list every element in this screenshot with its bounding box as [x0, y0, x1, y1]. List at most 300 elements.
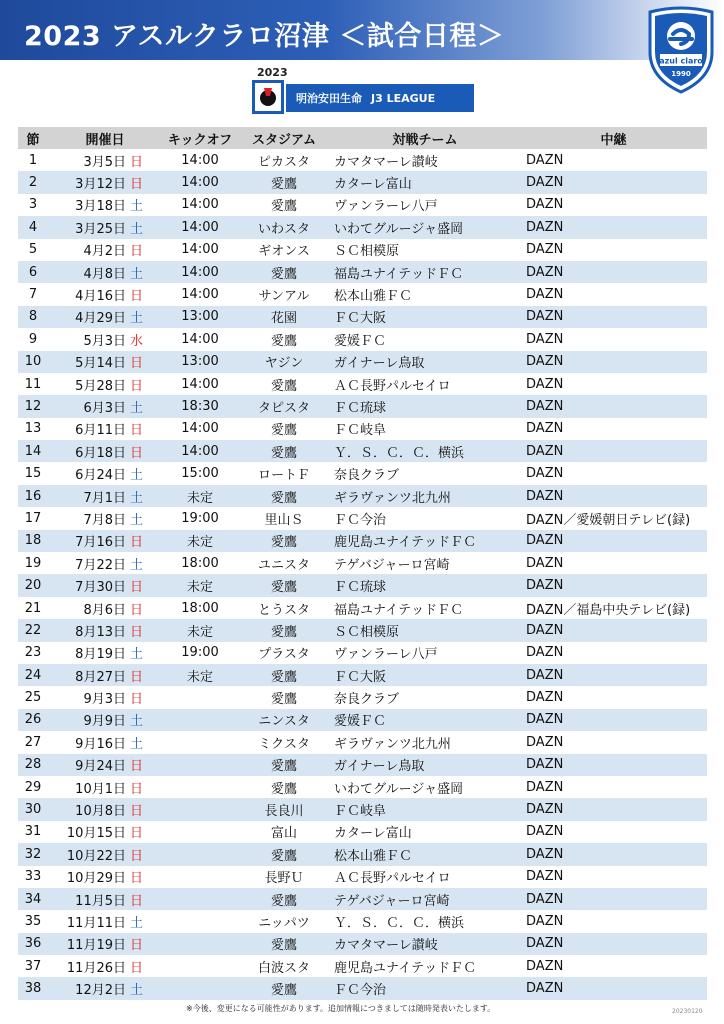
- match-section: 8: [18, 306, 48, 328]
- match-opponent: ギラヴァンツ北九州: [330, 485, 520, 507]
- match-date: 3月18日: [75, 199, 126, 215]
- match-opponent: ＦＣ大阪: [330, 306, 520, 328]
- match-broadcast: DAZN: [520, 843, 707, 865]
- match-weekday: 日: [130, 530, 162, 552]
- match-weekday: 土: [130, 557, 144, 573]
- match-date: 4月16日: [75, 289, 126, 305]
- match-kickoff: 14:00: [162, 171, 238, 193]
- match-section: 36: [18, 933, 48, 955]
- match-kickoff: [162, 977, 238, 999]
- match-section: 32: [18, 843, 48, 865]
- match-venue: ユニスタ: [258, 557, 311, 573]
- match-date: 7月30日: [48, 574, 130, 596]
- match-venue: タピスタ: [238, 395, 330, 417]
- match-section: 21: [24, 600, 42, 616]
- table-row: [18, 194, 707, 216]
- match-broadcast: DAZN: [526, 824, 564, 840]
- match-weekday: 日: [130, 664, 162, 686]
- match-kickoff: [162, 754, 238, 776]
- match-section: 15: [24, 466, 42, 482]
- table-row: [18, 821, 707, 843]
- match-weekday: 日: [130, 960, 144, 976]
- match-section: 19: [24, 555, 42, 571]
- match-broadcast: DAZN: [520, 709, 707, 731]
- match-section: 18: [18, 530, 48, 552]
- match-broadcast: DAZN／福島中央テレビ(録): [526, 602, 691, 618]
- match-venue: 愛鷹: [238, 843, 330, 865]
- match-date: 4月2日: [83, 244, 126, 260]
- match-venue: ミクスタ: [258, 736, 310, 752]
- match-weekday: 日: [130, 154, 144, 170]
- match-broadcast: DAZN: [520, 574, 707, 596]
- match-weekday: 日: [130, 440, 162, 462]
- match-kickoff: 14:00: [181, 421, 219, 437]
- club-emblem-icon: [646, 6, 716, 94]
- table-header-row: [18, 127, 707, 149]
- table-row: [18, 261, 707, 283]
- match-opponent: テゲバジャーロ宮崎: [330, 888, 520, 910]
- match-weekday: 日: [130, 602, 144, 618]
- match-section: 24: [18, 664, 48, 686]
- match-date: 7月22日: [75, 557, 126, 573]
- match-weekday: 日: [130, 843, 162, 865]
- match-venue: 愛鷹: [271, 692, 298, 708]
- table-row: [18, 306, 707, 328]
- match-opponent: ＦＣ岐阜: [334, 423, 387, 439]
- table-row: [18, 597, 707, 619]
- match-opponent: 奈良クラブ: [334, 468, 400, 484]
- match-kickoff: 19:00: [181, 645, 219, 661]
- match-date: 11月26日: [66, 960, 126, 976]
- match-broadcast: DAZN: [526, 645, 564, 661]
- match-weekday: 土: [130, 485, 162, 507]
- match-date: 8月6日: [83, 602, 126, 618]
- match-broadcast: DAZN／愛媛朝日テレビ(録): [526, 512, 691, 528]
- table-row: [18, 283, 707, 305]
- table-row: [18, 664, 707, 686]
- match-broadcast: DAZN: [520, 485, 707, 507]
- match-broadcast: DAZN: [520, 619, 707, 641]
- jleague-mark-icon: [252, 80, 284, 114]
- match-venue: ピカスタ: [258, 154, 311, 170]
- match-venue: 富山: [271, 826, 298, 842]
- match-broadcast: DAZN: [520, 798, 707, 820]
- match-broadcast: DAZN: [526, 421, 564, 437]
- table-row: [18, 798, 707, 820]
- match-kickoff: 14:00: [181, 197, 219, 213]
- match-opponent: いわてグルージャ盛岡: [334, 781, 464, 797]
- match-date: 3月5日: [83, 154, 126, 170]
- match-opponent: ガイナーレ鳥取: [330, 754, 520, 776]
- match-broadcast: DAZN: [520, 888, 707, 910]
- table-row: [18, 977, 707, 999]
- match-kickoff: [162, 731, 238, 753]
- match-opponent: ＦＣ琉球: [330, 395, 520, 417]
- match-date: 9月24日: [48, 754, 130, 776]
- table-row: [18, 328, 707, 350]
- match-opponent: 鹿児島ユナイテッドＦＣ: [334, 960, 477, 976]
- match-section: 30: [18, 798, 48, 820]
- match-opponent: 愛媛ＦＣ: [334, 333, 387, 349]
- match-broadcast: DAZN: [526, 690, 564, 706]
- match-weekday: 日: [130, 574, 162, 596]
- match-weekday: 日: [130, 933, 162, 955]
- match-section: 23: [24, 645, 42, 661]
- match-venue: 花園: [238, 306, 330, 328]
- match-opponent: 鹿児島ユナイテッドＦＣ: [330, 530, 520, 552]
- match-weekday: 土: [130, 306, 162, 328]
- header-opponent: 対戦チーム: [330, 127, 520, 149]
- match-date: 11月5日: [48, 888, 130, 910]
- match-broadcast: DAZN: [520, 306, 707, 328]
- match-opponent: ＦＣ今治: [330, 977, 520, 999]
- table-row: [18, 888, 707, 910]
- page-title: 2023 アスルクラロ沼津 ＜試合日程＞: [24, 21, 505, 52]
- match-venue: 愛鷹: [271, 199, 298, 215]
- match-date: 8月13日: [48, 619, 130, 641]
- match-broadcast: DAZN: [520, 664, 707, 686]
- footnote: ※今後、変更になる可能性があります。追加情報につきましては随時発表いたします。: [186, 1004, 496, 1013]
- match-broadcast: DAZN: [526, 734, 564, 750]
- match-date: 6月11日: [75, 423, 126, 439]
- match-weekday: 日: [130, 289, 144, 305]
- table-row: [18, 373, 707, 395]
- match-venue: 愛鷹: [238, 977, 330, 999]
- match-date: 5月14日: [48, 351, 130, 373]
- match-broadcast: DAZN: [520, 395, 707, 417]
- match-kickoff: 14:00: [162, 261, 238, 283]
- match-date: 6月24日: [75, 468, 126, 484]
- match-section: 1: [28, 152, 38, 168]
- match-weekday: 日: [130, 378, 144, 394]
- match-broadcast: DAZN: [526, 555, 564, 571]
- match-venue: 愛鷹: [238, 530, 330, 552]
- table-row: [18, 955, 707, 977]
- match-venue: とうスタ: [258, 602, 311, 618]
- match-section: 27: [24, 734, 42, 750]
- match-weekday: 土: [130, 647, 144, 663]
- table-row: [18, 776, 707, 798]
- match-section: 16: [18, 485, 48, 507]
- match-kickoff: 14:00: [181, 331, 219, 347]
- match-kickoff: 未定: [162, 664, 238, 686]
- match-weekday: 土: [130, 216, 162, 238]
- match-broadcast: DAZN: [526, 197, 564, 213]
- match-venue: 白波スタ: [258, 960, 311, 976]
- match-broadcast: DAZN: [526, 242, 564, 258]
- schedule-table: [18, 127, 707, 1000]
- match-section: 10: [18, 351, 48, 373]
- match-opponent: ＡＣ長野パルセイロ: [334, 871, 451, 887]
- table-row: [18, 866, 707, 888]
- match-date: 9月16日: [75, 736, 126, 752]
- match-broadcast: DAZN: [520, 977, 707, 999]
- schedule-body: [18, 149, 707, 1000]
- table-row: [18, 552, 707, 574]
- match-venue: 愛鷹: [238, 440, 330, 462]
- match-weekday: 日: [130, 423, 144, 439]
- match-venue: 愛鷹: [238, 933, 330, 955]
- match-section: 2: [18, 171, 48, 193]
- match-broadcast: DAZN: [526, 913, 564, 929]
- match-date: 6月18日: [48, 440, 130, 462]
- match-opponent: ＦＣ岐阜: [330, 798, 520, 820]
- header-venue: スタジアム: [238, 127, 330, 149]
- match-weekday: 日: [130, 781, 144, 797]
- match-opponent: ＳＣ相模原: [334, 244, 400, 260]
- table-row: [18, 351, 707, 373]
- match-venue: 里山Ｓ: [264, 512, 304, 528]
- match-kickoff: 14:00: [181, 376, 219, 392]
- match-venue: 長良川: [238, 798, 330, 820]
- match-kickoff: 13:00: [162, 306, 238, 328]
- match-section: 9: [28, 331, 38, 347]
- match-section: 34: [18, 888, 48, 910]
- match-kickoff: 13:00: [162, 351, 238, 373]
- match-kickoff: 14:00: [162, 216, 238, 238]
- match-venue: 長野Ｕ: [264, 871, 304, 887]
- table-row: [18, 910, 707, 932]
- match-section: 3: [28, 197, 38, 213]
- match-weekday: 日: [130, 798, 162, 820]
- match-kickoff: 19:00: [181, 510, 219, 526]
- match-date: 4月29日: [48, 306, 130, 328]
- match-opponent: ＦＣ今治: [334, 512, 387, 528]
- table-row: [18, 507, 707, 529]
- match-section: 5: [28, 242, 38, 258]
- match-date: 5月3日: [83, 333, 126, 349]
- table-row: [18, 395, 707, 417]
- match-venue: ギオンス: [258, 244, 310, 260]
- match-date: 10月8日: [48, 798, 130, 820]
- match-venue: ニンスタ: [238, 709, 330, 731]
- match-opponent: 愛媛ＦＣ: [330, 709, 520, 731]
- version-code: 20230120: [672, 1008, 703, 1015]
- match-broadcast: DAZN: [520, 933, 707, 955]
- match-weekday: 日: [130, 619, 162, 641]
- match-date: 3月25日: [48, 216, 130, 238]
- match-section: 31: [24, 824, 42, 840]
- match-section: 11: [24, 376, 42, 392]
- header-date: 開催日: [48, 127, 162, 149]
- match-opponent: ＳＣ相模原: [330, 619, 520, 641]
- match-kickoff: [162, 843, 238, 865]
- match-weekday: 土: [130, 915, 144, 931]
- match-venue: サンアル: [258, 289, 310, 305]
- league-sponsor: 明治安田生命: [296, 92, 362, 105]
- match-kickoff: 未定: [162, 485, 238, 507]
- table-row: [18, 686, 707, 708]
- match-opponent: 奈良クラブ: [334, 692, 400, 708]
- match-opponent: ＦＣ琉球: [330, 574, 520, 596]
- match-broadcast: DAZN: [520, 754, 707, 776]
- match-date: 9月9日: [48, 709, 130, 731]
- match-broadcast: DAZN: [526, 287, 564, 303]
- match-kickoff: 14:00: [181, 242, 219, 258]
- match-date: 8月27日: [48, 664, 130, 686]
- match-venue: 愛鷹: [238, 485, 330, 507]
- match-date: 4月8日: [48, 261, 130, 283]
- match-kickoff: 14:00: [181, 152, 219, 168]
- league-year: 2023: [257, 66, 288, 79]
- match-section: 4: [18, 216, 48, 238]
- match-broadcast: DAZN: [526, 152, 564, 168]
- match-kickoff: [162, 910, 238, 932]
- match-weekday: 水: [130, 333, 144, 349]
- match-section: 25: [24, 690, 42, 706]
- match-kickoff: [162, 955, 238, 977]
- match-opponent: カマタマーレ讃岐: [334, 154, 438, 170]
- match-venue: ヤジン: [238, 351, 330, 373]
- match-kickoff: [162, 686, 238, 708]
- match-weekday: 日: [130, 754, 162, 776]
- match-section: 14: [18, 440, 48, 462]
- match-opponent: Ｙ．Ｓ．Ｃ．Ｃ．横浜: [330, 440, 520, 462]
- match-kickoff: 18:00: [181, 555, 219, 571]
- match-weekday: 土: [130, 395, 162, 417]
- match-section: 12: [18, 395, 48, 417]
- match-venue: 愛鷹: [238, 664, 330, 686]
- match-venue: 愛鷹: [238, 171, 330, 193]
- match-section: 6: [18, 261, 48, 283]
- match-date: 10月29日: [66, 871, 126, 887]
- match-date: 11月11日: [66, 915, 126, 931]
- club-emblem-text: azul claro: [659, 56, 703, 66]
- match-weekday: 日: [130, 351, 162, 373]
- match-opponent: 福島ユナイテッドＦＣ: [334, 602, 464, 618]
- match-date: 7月1日: [48, 485, 130, 507]
- table-row: [18, 216, 707, 238]
- match-opponent: カマタマーレ讃岐: [330, 933, 520, 955]
- header-sec: 節: [18, 127, 48, 149]
- match-broadcast: DAZN: [526, 466, 564, 482]
- table-row: [18, 485, 707, 507]
- match-broadcast: DAZN: [526, 779, 564, 795]
- match-broadcast: DAZN: [520, 440, 707, 462]
- match-section: 29: [24, 779, 42, 795]
- match-date: 6月3日: [48, 395, 130, 417]
- match-weekday: 土: [130, 709, 162, 731]
- match-kickoff: [162, 821, 238, 843]
- match-section: 26: [18, 709, 48, 731]
- match-opponent: テゲバジャーロ宮崎: [334, 557, 450, 573]
- match-kickoff: 未定: [162, 574, 238, 596]
- match-kickoff: 15:00: [181, 466, 219, 482]
- match-section: 37: [24, 958, 42, 974]
- table-row: [18, 530, 707, 552]
- match-venue: いわスタ: [238, 216, 330, 238]
- match-opponent: 松本山雅ＦＣ: [334, 289, 413, 305]
- match-date: 10月22日: [48, 843, 130, 865]
- match-opponent: 松本山雅ＦＣ: [330, 843, 520, 865]
- match-kickoff: 18:30: [162, 395, 238, 417]
- header-broadcast: 中継: [520, 127, 707, 149]
- match-opponent: ＡＣ長野パルセイロ: [334, 378, 451, 394]
- match-kickoff: [162, 798, 238, 820]
- table-row: [18, 418, 707, 440]
- match-weekday: 日: [130, 888, 162, 910]
- header-kickoff: キックオフ: [162, 127, 238, 149]
- match-weekday: 土: [130, 261, 162, 283]
- match-opponent: Ｙ．Ｓ．Ｃ．Ｃ．横浜: [334, 915, 465, 931]
- match-venue: 愛鷹: [271, 333, 298, 349]
- match-broadcast: DAZN: [526, 869, 564, 885]
- match-weekday: 日: [130, 692, 144, 708]
- match-broadcast: DAZN: [520, 530, 707, 552]
- match-section: 7: [28, 287, 38, 303]
- match-section: 28: [18, 754, 48, 776]
- match-weekday: 日: [130, 171, 162, 193]
- match-venue: ロートＦ: [258, 468, 311, 484]
- match-venue: 愛鷹: [238, 574, 330, 596]
- match-weekday: 土: [130, 468, 144, 484]
- match-section: 13: [24, 421, 42, 437]
- match-date: 7月16日: [48, 530, 130, 552]
- match-kickoff: 未定: [162, 619, 238, 641]
- match-opponent: カターレ富山: [330, 171, 520, 193]
- table-row: [18, 149, 707, 171]
- match-broadcast: DAZN: [526, 376, 564, 392]
- match-venue: ニッパツ: [258, 915, 310, 931]
- table-row: [18, 731, 707, 753]
- table-row: [18, 709, 707, 731]
- match-venue: 愛鷹: [271, 781, 298, 797]
- match-kickoff: [162, 933, 238, 955]
- league-name: J3 LEAGUE: [371, 91, 436, 105]
- match-section: 33: [24, 869, 42, 885]
- match-venue: 愛鷹: [238, 261, 330, 283]
- match-opponent: いわてグルージャ盛岡: [330, 216, 520, 238]
- match-weekday: 土: [130, 977, 162, 999]
- match-weekday: 土: [130, 512, 144, 528]
- match-date: 11月19日: [48, 933, 130, 955]
- table-row: [18, 239, 707, 261]
- match-venue: 愛鷹: [271, 423, 298, 439]
- match-section: 17: [24, 510, 42, 526]
- match-date: 10月15日: [66, 826, 126, 842]
- table-row: [18, 843, 707, 865]
- match-opponent: ガイナーレ鳥取: [330, 351, 520, 373]
- match-broadcast: DAZN: [526, 331, 564, 347]
- match-broadcast: DAZN: [526, 958, 564, 974]
- match-weekday: 土: [130, 736, 144, 752]
- table-row: [18, 440, 707, 462]
- match-kickoff: 14:00: [181, 287, 219, 303]
- match-kickoff: 18:00: [181, 600, 219, 616]
- match-weekday: 日: [130, 826, 144, 842]
- match-weekday: 日: [130, 244, 144, 260]
- match-venue: 愛鷹: [271, 378, 298, 394]
- match-kickoff: 14:00: [162, 440, 238, 462]
- match-section: 38: [18, 977, 48, 999]
- table-row: [18, 933, 707, 955]
- match-date: 3月12日: [48, 171, 130, 193]
- match-section: 35: [24, 913, 42, 929]
- match-opponent: ヴァンラーレ八戸: [334, 199, 438, 215]
- table-row: [18, 574, 707, 596]
- match-opponent: ＦＣ大阪: [330, 664, 520, 686]
- match-section: 20: [18, 574, 48, 596]
- match-venue: 愛鷹: [238, 619, 330, 641]
- table-row: [18, 171, 707, 193]
- match-kickoff: [162, 709, 238, 731]
- league-logo: [252, 66, 474, 114]
- match-broadcast: DAZN: [520, 261, 707, 283]
- match-date: 5月28日: [75, 378, 126, 394]
- match-date: 7月8日: [83, 512, 126, 528]
- match-kickoff: [162, 888, 238, 910]
- match-weekday: 日: [130, 871, 144, 887]
